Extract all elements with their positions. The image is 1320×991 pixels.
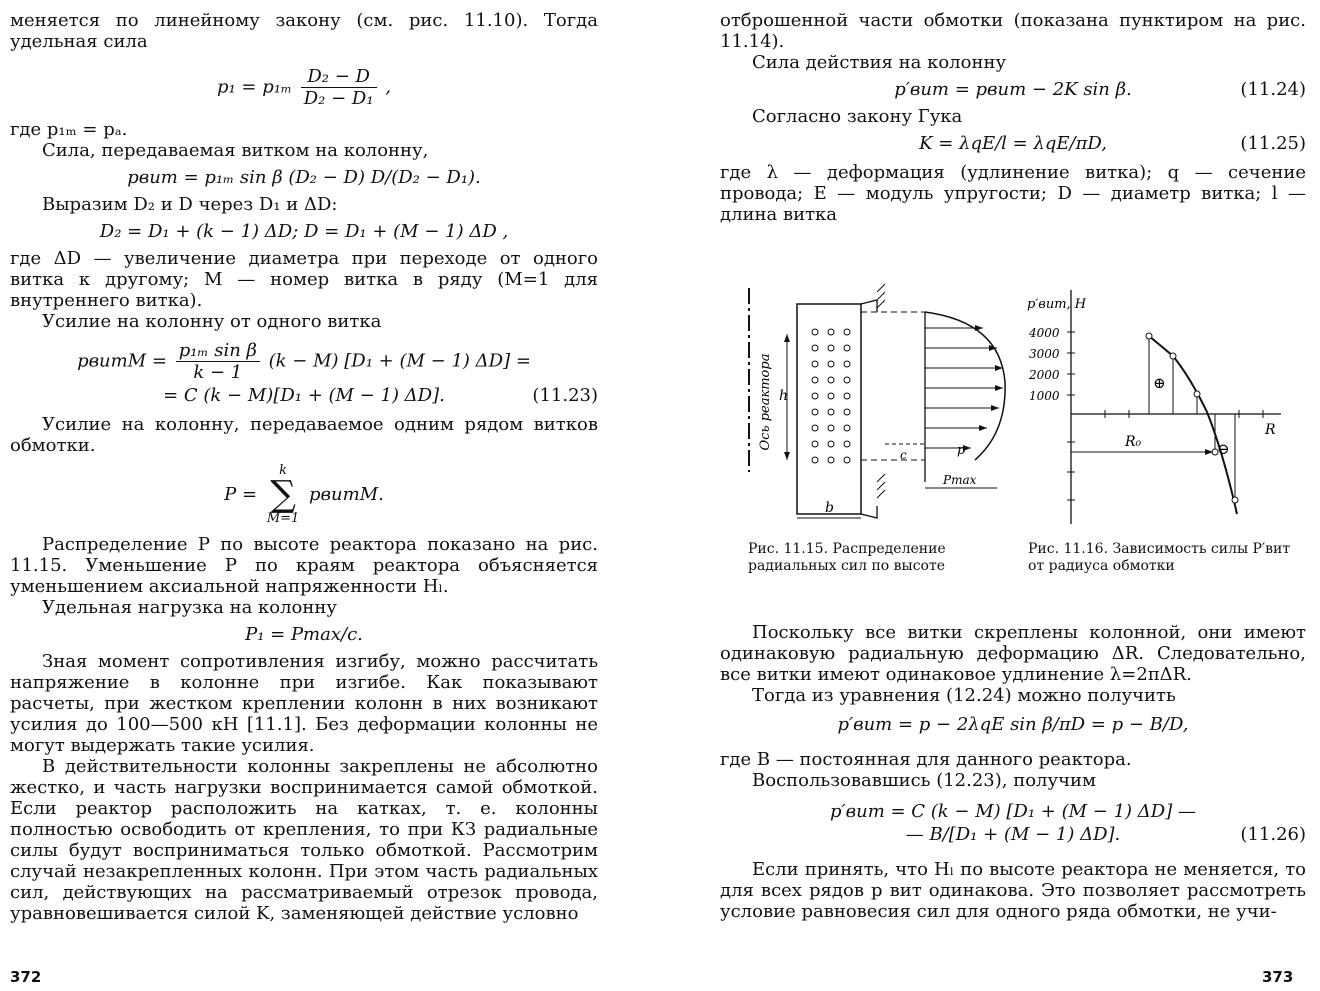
paragraph: Воспользовавшись (12.23), получим <box>752 770 1096 791</box>
arrow-icon <box>991 405 999 411</box>
left-page <box>10 10 598 924</box>
equation-tail: (k − M) [D₁ + (M − 1) ΔD] = <box>268 350 531 372</box>
equation-tail: , <box>385 76 392 98</box>
y-axis-label: p′вит, H <box>1027 297 1087 312</box>
page-number: 373 <box>1262 968 1294 986</box>
paragraph: Если принять, что Hₗ по высоте реактора не меняется, то для всех рядов p вит одинакова. Это позволяет рассмотреть условие равновесия сил для одного ряда обмотки, не учи- <box>720 859 1306 922</box>
equation: pвит = p₁ₘ sin β (D₂ − D) D/(D₂ − D₁). <box>127 167 481 188</box>
paragraph: Зная момент сопротивления изгибу, можно рассчитать напряжение в колонне при изгибе. Как показывают расчеты, при жестком креплении колонн в них возникают усилия до 100—500 кН [11.1]. Без деформации колонны не могут выдержать такие усилия. <box>10 651 598 756</box>
paragraph: Усилие на колонну, передаваемое одним рядом витков обмотки. <box>10 414 598 456</box>
coil-turn <box>844 457 850 463</box>
coil-turn <box>828 345 834 351</box>
coil-turn <box>828 425 834 431</box>
equation: D₂ = D₁ + (k − 1) ΔD; D = D₁ + (M − 1) ΔD , <box>99 221 509 242</box>
coil-turn <box>828 457 834 463</box>
reactor-axis-label: Ось реактора <box>758 353 773 451</box>
arrow-icon <box>995 385 1003 391</box>
equation: P₁ = Pmax/c. <box>245 624 363 645</box>
equation <box>10 464 598 526</box>
coil-turn <box>828 441 834 447</box>
coil-turn <box>812 441 818 447</box>
top-support <box>861 300 877 312</box>
equation-lhs: P = <box>224 484 258 505</box>
y-tick: 4000 <box>1029 326 1060 340</box>
p-label: p <box>957 443 966 458</box>
equation-body: — B/[D₁ + (M − 1) ΔD]. <box>905 824 1121 845</box>
sigma-symbol: ∑ <box>270 474 296 515</box>
coil-turn <box>828 361 834 367</box>
arrow-icon <box>784 452 790 460</box>
b-label: b <box>825 500 834 516</box>
equation-lhs: p₁ = p₁ₘ <box>216 76 292 98</box>
winding-block <box>797 304 861 514</box>
equation: p′вит = p − 2λqE sin β/πD = p − B/D, <box>837 714 1189 735</box>
pmax-label: Pmax <box>943 473 977 487</box>
coil-turn <box>844 393 850 399</box>
paragraph: где p₁ₘ = pₐ. <box>10 119 128 140</box>
equation-line <box>720 824 1306 845</box>
right-page-lower <box>720 622 1306 922</box>
denominator: k − 1 <box>193 362 243 383</box>
plus-sign: ⊕ <box>1153 374 1166 392</box>
summation-upper: k <box>279 463 287 478</box>
paragraph: меняется по линейному закону (см. рис. 11.10). Тогда удельная сила <box>10 10 598 52</box>
equation-lhs: pвитM = <box>77 350 167 372</box>
arrow-icon <box>784 334 790 342</box>
paragraph: Сила, передаваемая витком на колонну, <box>42 140 429 161</box>
paragraph: Тогда из уравнения (12.24) можно получить <box>752 685 1176 706</box>
coil-turn <box>812 345 818 351</box>
paragraph: Распределение P по высоте реактора показано на рис. 11.15. Уменьшение P по краям реактора объясняется уменьшением аксиальной напряженности Hₗ. <box>10 534 598 597</box>
paragraph: Удельная нагрузка на колонну <box>42 597 337 618</box>
numerator: p₁ₘ sin β <box>176 340 260 362</box>
y-tick: 3000 <box>1029 347 1060 361</box>
denominator: D₂ − D₁ <box>303 88 374 109</box>
equation-body: p′вит = pвит − 2K sin β. <box>894 79 1132 100</box>
equation: p′вит = C (k − M) [D₁ + (M − 1) ΔD] — <box>830 801 1196 822</box>
equation-body: K = λqE/l = λqE/πD, <box>919 133 1107 154</box>
coil-turn <box>828 409 834 415</box>
summation-lower: M=1 <box>266 511 300 526</box>
coil-turn <box>828 329 834 335</box>
y-tick: 1000 <box>1029 389 1060 403</box>
paragraph: Согласно закону Гука <box>752 106 963 127</box>
y-tick: 2000 <box>1029 368 1060 382</box>
equation-number: (11.23) <box>532 385 598 406</box>
minus-sign: ⊖ <box>1217 440 1230 458</box>
coil-dots <box>812 329 850 463</box>
equation-rhs: pвитM. <box>309 484 384 505</box>
coil-turn <box>812 457 818 463</box>
paragraph: Выразим D₂ и D через D₁ и ΔD: <box>42 194 338 215</box>
figure-caption: Рис. 11.15. Распределение радиальных сил по высоте <box>748 541 946 574</box>
equation <box>720 133 1306 154</box>
coil-turn <box>812 377 818 383</box>
coil-turn <box>828 377 834 383</box>
c-label: c <box>900 448 907 462</box>
paragraph: отброшенной части обмотки (показана пунктиром на рис. 11.14). <box>720 10 1306 52</box>
coil-turn <box>844 361 850 367</box>
bottom-support <box>861 506 877 518</box>
paragraph: где B — постоянная для данного реактора. <box>720 749 1132 770</box>
numerator: D₂ − D <box>301 66 377 88</box>
coil-turn <box>812 329 818 335</box>
coil-turn <box>828 393 834 399</box>
equation-body: = C (k − M)[D₁ + (M − 1) ΔD]. <box>163 385 445 406</box>
coil-turn <box>812 361 818 367</box>
fraction <box>301 66 377 109</box>
equation-number: (11.26) <box>1240 824 1306 845</box>
paragraph: Сила действия на колонну <box>752 52 1007 73</box>
coil-turn <box>844 329 850 335</box>
paragraph: где ΔD — увеличение диаметра при переходе от одного витка к другому; M — номер витка в ряду (M=1 для внутреннего витка). <box>10 248 598 311</box>
figure-11-16 <box>1025 282 1305 532</box>
coil-turn <box>844 377 850 383</box>
equation-number: (11.25) <box>1240 133 1306 154</box>
r-label: R <box>1265 422 1276 438</box>
paragraph: где λ — деформация (удлинение витка); q — сечение провода; E — модуль упругости; D — диаметр витка; l — длина витка <box>720 162 1306 225</box>
equation <box>720 79 1306 100</box>
r0-label: R₀ <box>1125 434 1142 450</box>
right-page <box>720 10 1306 225</box>
paragraph: Усилие на колонну от одного витка <box>42 311 382 332</box>
fraction <box>176 340 260 383</box>
force-curve <box>1149 336 1237 514</box>
h-label: h <box>779 388 789 404</box>
arrow-icon <box>979 425 987 431</box>
equation-number: (11.24) <box>1240 79 1306 100</box>
force-envelope <box>925 312 1005 460</box>
summation <box>267 464 299 526</box>
coil-turn <box>812 425 818 431</box>
equation <box>10 340 598 383</box>
arrow-icon <box>975 325 983 331</box>
coil-turn <box>812 393 818 399</box>
coil-turn <box>844 425 850 431</box>
arrow-icon <box>1205 449 1213 455</box>
paragraph: Поскольку все витки скреплены колонной, они имеют одинаковую радиальную деформацию ΔR. Следовательно, все витки имеют одинаковое удлинение λ=2πΔR. <box>720 622 1306 685</box>
coil-turn <box>812 409 818 415</box>
figure-11-15 <box>735 282 1025 532</box>
equation <box>10 66 598 109</box>
figure-caption: Рис. 11.16. Зависимость силы P′вит от радиуса обмотки <box>1028 541 1291 574</box>
coil-turn <box>844 441 850 447</box>
equation-line <box>10 385 598 406</box>
coil-turn <box>844 409 850 415</box>
paragraph: В действительности колонны закреплены не абсолютно жестко, и часть нагрузки воспринимается самой обмоткой. Если реактор расположить на катках, т. е. колонны полностью освободить от крепления, то при КЗ радиальные силы будут восприниматься только обмоткой. Рассмотрим случай незакрепленных колонн. При этом часть радиальных сил, действующих на рассматриваемый отрезок провода, уравновешивается силой K, заменяющей действие условно <box>10 756 598 924</box>
coil-turn <box>844 345 850 351</box>
page-number: 372 <box>10 968 42 986</box>
